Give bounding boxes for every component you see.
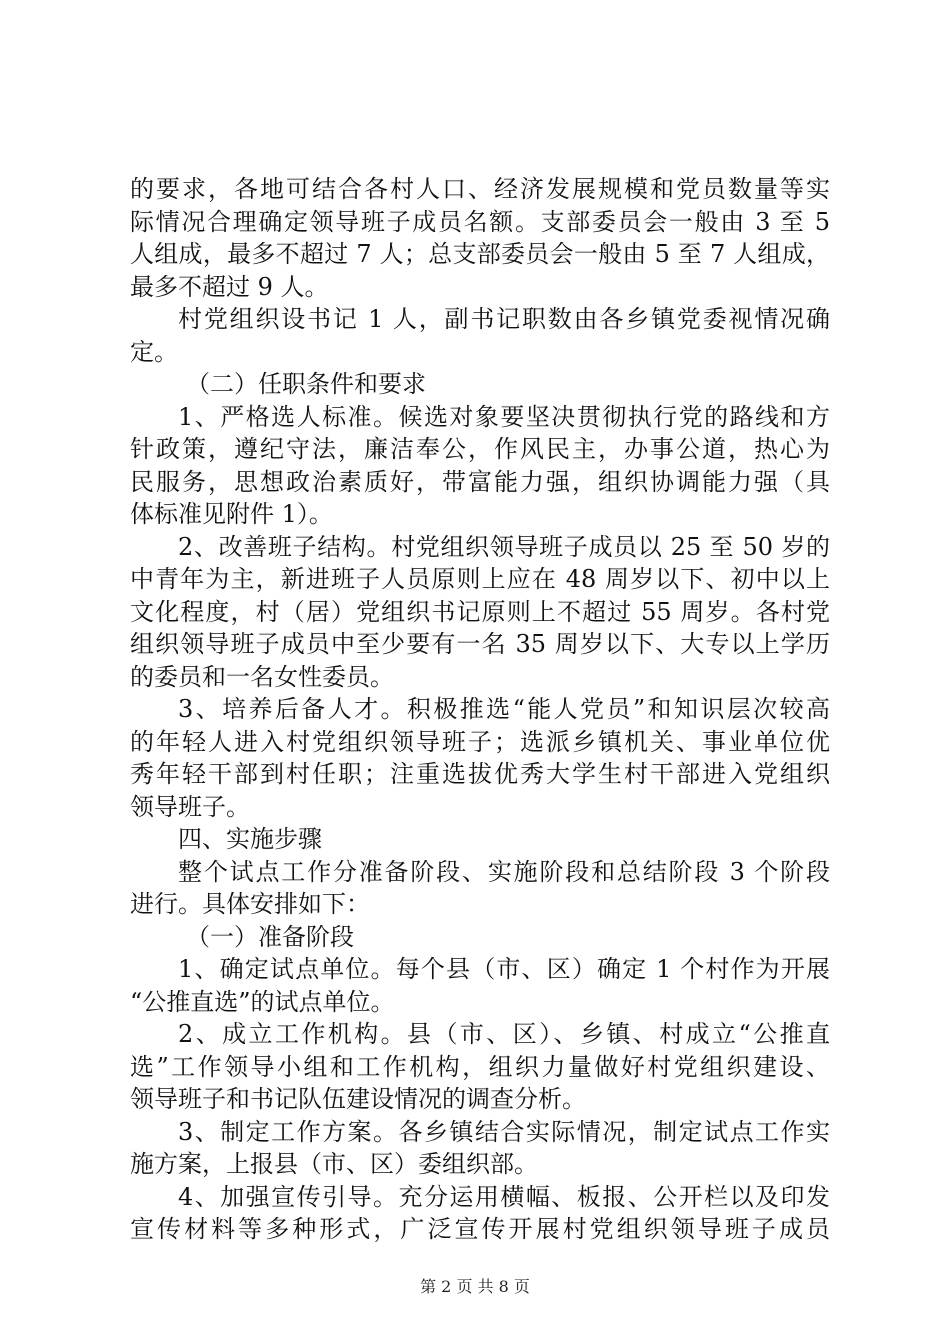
text-line: 领导班子。 — [130, 792, 250, 821]
text-line: 定。 — [130, 337, 178, 366]
text-line: 中青年为主，新进班子人员原则上应在 48 周岁以下、初中以上 — [130, 565, 830, 593]
text-line: （一）准备阶段 — [186, 922, 354, 951]
text-line: 的年轻人进入村党组织领导班子；选派乡镇机关、事业单位优 — [130, 727, 830, 756]
text-line: 针政策，遵纪守法，廉洁奉公，作风民主，办事公道，热心为 — [130, 435, 830, 463]
text-line: 2、改善班子结构。村党组织领导班子成员以 25 至 50 岁的 — [178, 532, 830, 561]
text-line: 1、确定试点单位。每个县（市、区）确定 1 个村作为开展 — [178, 955, 830, 983]
text-line: 3、培养后备人才。积极推选“能人党员”和知识层次较高 — [178, 695, 830, 723]
text-line: “公推直选”的试点单位。 — [130, 987, 395, 1016]
text-line: （二）任职条件和要求 — [186, 370, 426, 398]
text-line: 进行。具体安排如下： — [130, 890, 370, 918]
text-line: 施方案，上报县（市、区）委组织部。 — [130, 1150, 538, 1178]
text-line: 2、成立工作机构。县（市、区）、乡镇、村成立“公推直 — [178, 1020, 830, 1048]
text-line: 1、严格选人标准。候选对象要坚决贯彻执行党的路线和方 — [178, 402, 830, 431]
text-line: 文化程度，村（居）党组织书记原则上不超过 55 周岁。各村党 — [130, 597, 830, 626]
text-line: 最多不超过 9 人。 — [130, 272, 329, 301]
text-line: 人组成，最多不超过 7 人；总支部委员会一般由 5 至 7 人组成， — [130, 240, 830, 268]
text-line: 际情况合理确定领导班子成员名额。支部委员会一般由 3 至 5 — [130, 207, 830, 236]
page-footer: 第 2 页 共 8 页 — [420, 1277, 530, 1296]
text-line: 宣传材料等多种形式，广泛宣传开展村党组织领导班子成员 — [130, 1215, 830, 1243]
text-line: 的要求，各地可结合各村人口、经济发展规模和党员数量等实 — [130, 175, 830, 203]
text-line: 3、制定工作方案。各乡镇结合实际情况，制定试点工作实 — [178, 1117, 830, 1146]
text-line: 选”工作领导小组和工作机构，组织力量做好村党组织建设、 — [130, 1052, 830, 1081]
text-line: 领导班子和书记队伍建设情况的调查分析。 — [130, 1085, 586, 1113]
text-line: 4、加强宣传引导。充分运用横幅、板报、公开栏以及印发 — [178, 1182, 830, 1211]
text-line: 四、实施步骤 — [178, 825, 322, 853]
document-body — [130, 173, 830, 1246]
text-line: 体标准见附件 1）。 — [130, 500, 333, 528]
text-line: 村党组织设书记 1 人，副书记职数由各乡镇党委视情况确 — [178, 305, 830, 333]
text-line: 组织领导班子成员中至少要有一名 35 周岁以下、大专以上学历 — [130, 630, 830, 658]
text-line: 民服务，思想政治素质好，带富能力强，组织协调能力强（具 — [130, 467, 830, 496]
text-line: 秀年轻干部到村任职；注重选拔优秀大学生村干部进入党组织 — [130, 760, 830, 788]
text-line: 的委员和一名女性委员。 — [130, 662, 394, 691]
text-line: 整个试点工作分准备阶段、实施阶段和总结阶段 3 个阶段 — [178, 857, 830, 886]
